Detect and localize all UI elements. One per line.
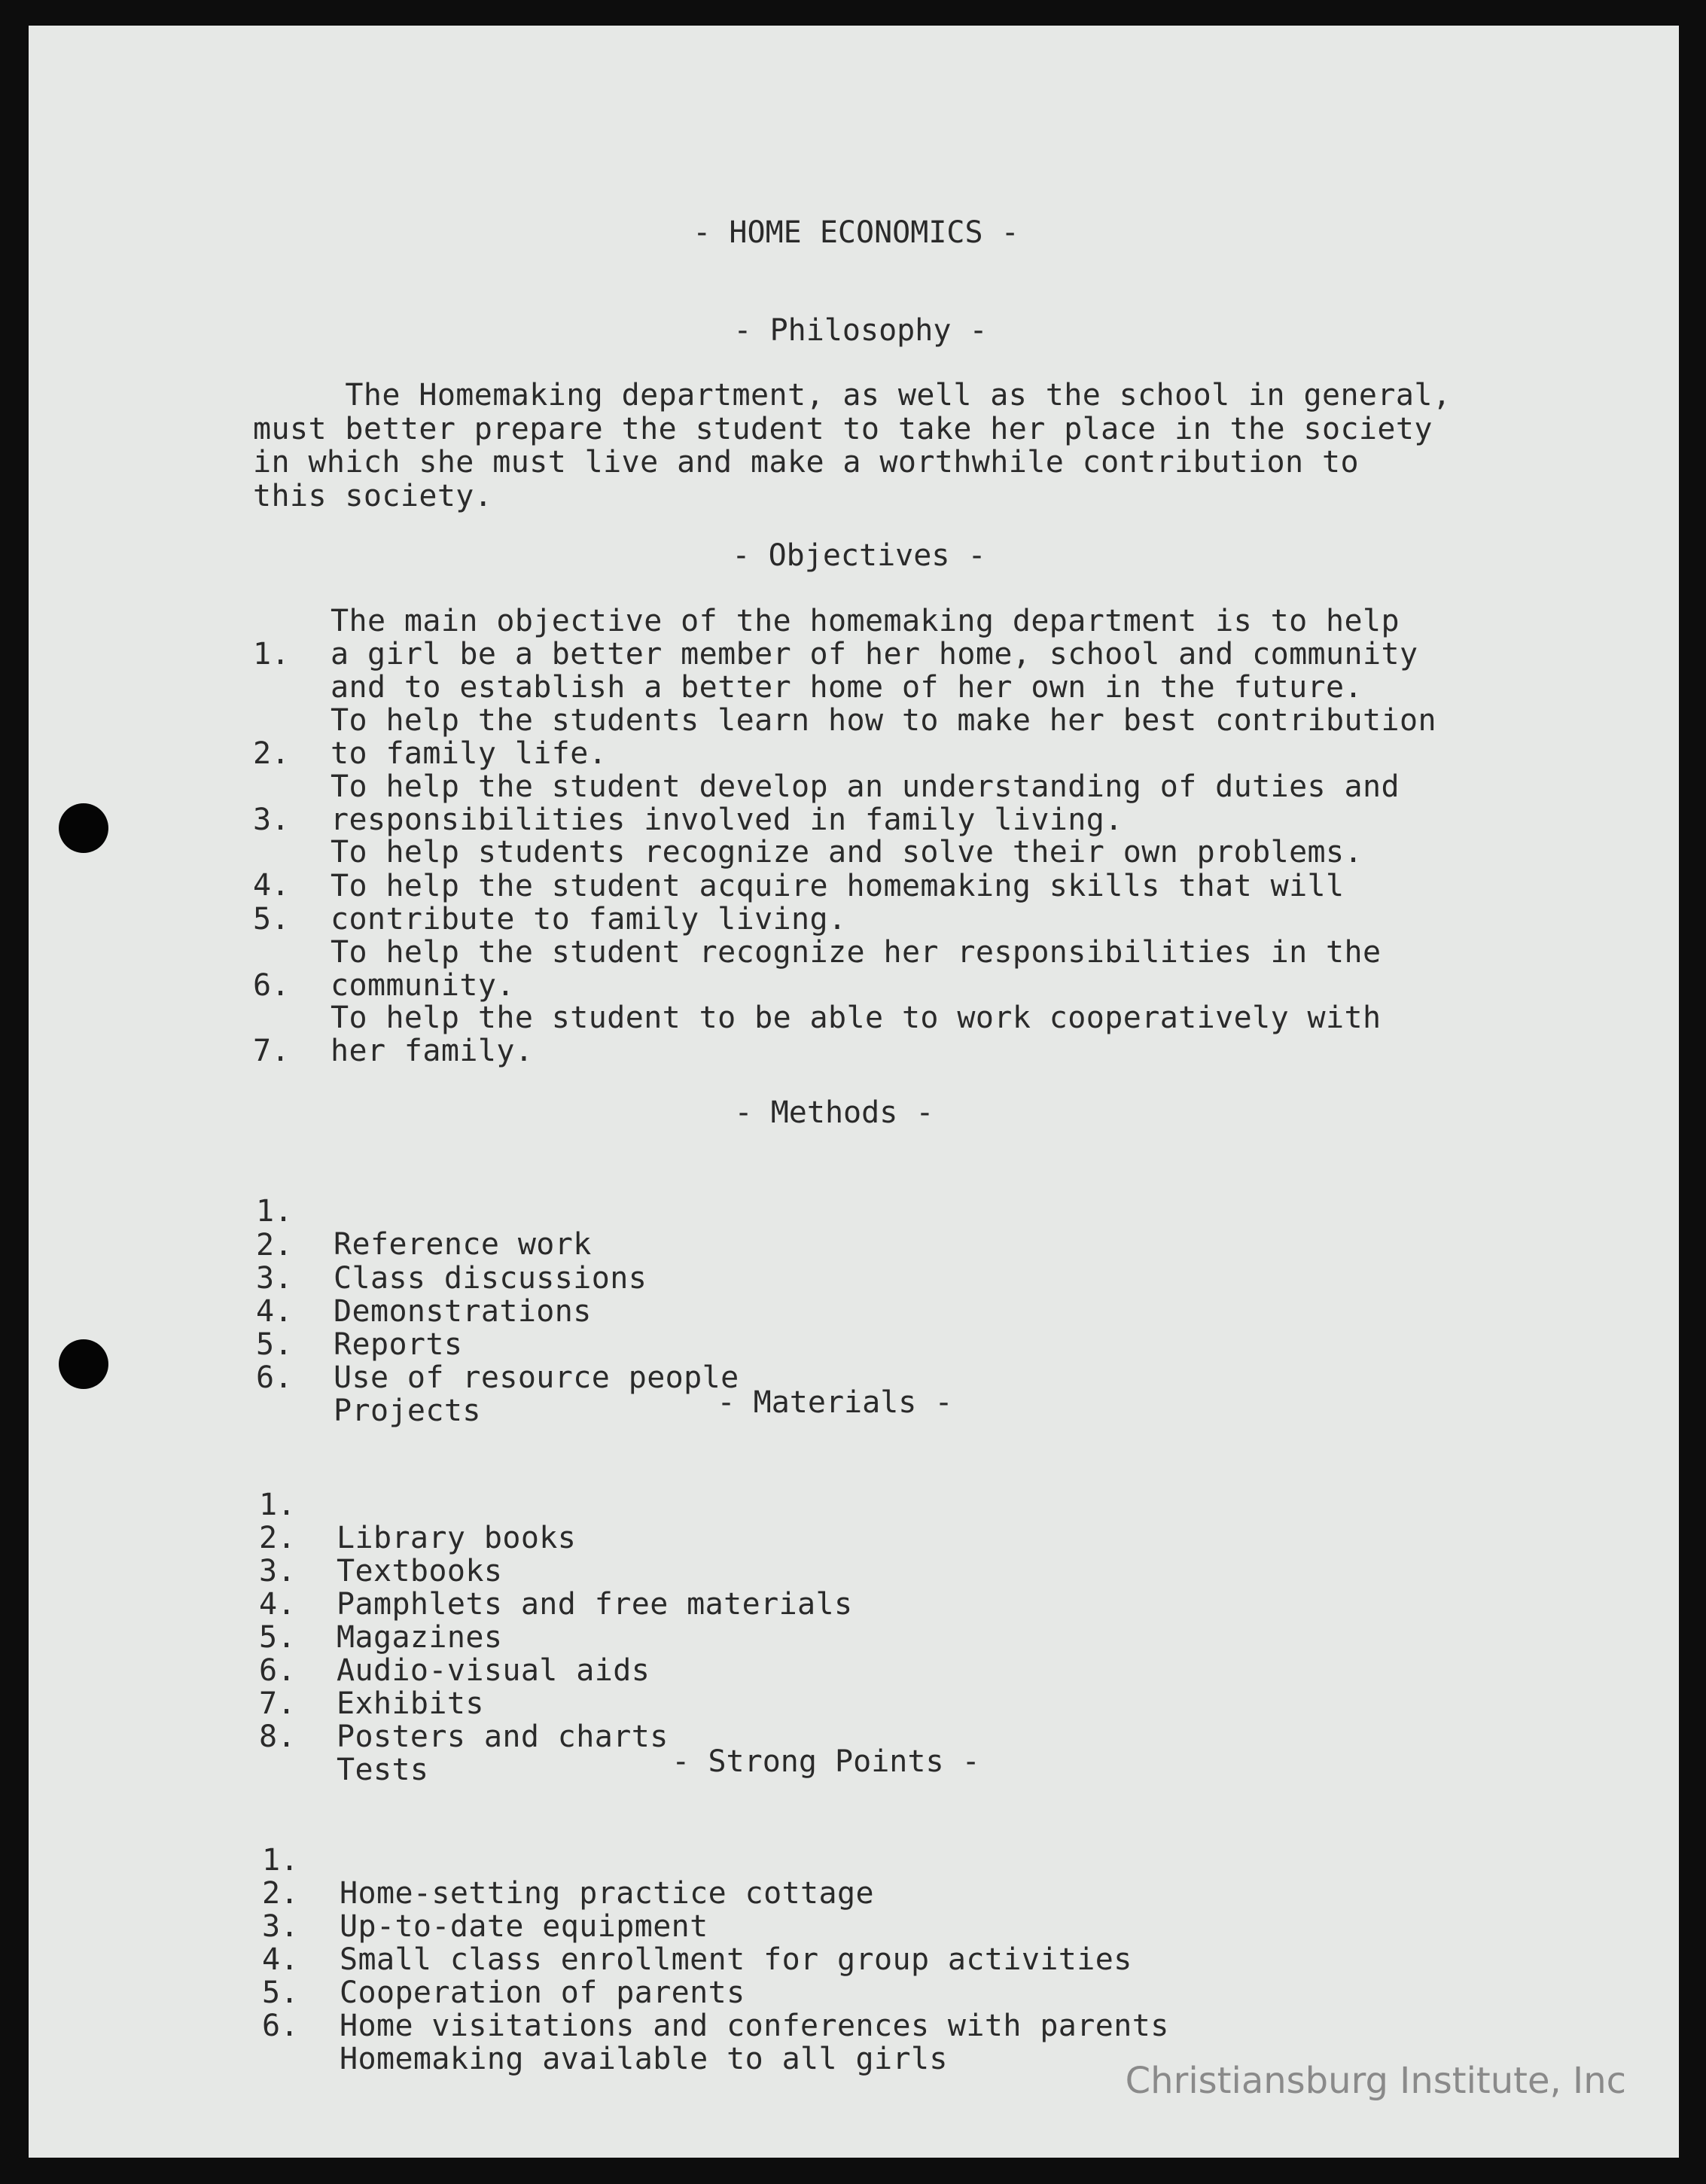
item-text: Small class enrollment for group activities [340,1942,1132,1977]
item-line: To help the student develop an understanding of duties and [331,769,1400,804]
item-number: 2. [256,1228,293,1263]
item-text: Class discussions [334,1261,647,1296]
item-text: Pamphlets and free materials [337,1587,853,1622]
item-text: Posters and charts [337,1719,669,1754]
item-line: community. [331,968,515,1003]
item-text: Textbooks [337,1554,503,1589]
item-line: her family. [331,1034,534,1068]
philosophy-line: this society. [253,479,493,513]
item-text: Demonstrations [334,1294,592,1329]
item-line: and to establish a better home of her own in the future. [331,670,1363,705]
item-text: Home-setting practice cottage [340,1876,874,1911]
item-text: Exhibits [337,1686,484,1721]
item-line: To help the student to be able to work cooperatively with [331,1001,1382,1035]
objectives-heading: - Objectives - [732,538,986,573]
item-line: The main objective of the homemaking department is to help [331,604,1400,638]
item-number: 5. [253,902,290,937]
item-number: 7. [259,1686,296,1721]
item-text: Up-to-date equipment [340,1909,708,1944]
item-number: 8. [259,1719,296,1754]
item-text: Use of resource people [334,1360,739,1395]
item-number: 4. [253,868,290,903]
philosophy-line: The Homemaking department, as well as the school in general, [253,378,1452,413]
item-line: responsibilities involved in family living. [331,803,1123,837]
item-text: Library books [337,1521,577,1555]
item-number: 3. [262,1909,299,1944]
item-number: 5. [259,1620,296,1655]
item-number: 5. [256,1327,293,1362]
philosophy-line: in which she must live and make a worthwhile contribution to [253,445,1359,480]
item-number: 6. [253,968,290,1003]
item-text: Audio-visual aids [337,1653,650,1688]
strong-points-heading: - Strong Points - [672,1744,980,1779]
materials-heading: - Materials - [717,1385,953,1420]
item-number: 6. [256,1360,293,1395]
item-number: 1. [256,1194,293,1229]
item-number: 3. [253,803,290,837]
item-text: Cooperation of parents [340,1975,745,2010]
item-number: 3. [256,1261,293,1296]
item-text: Homemaking available to all girls [340,2042,948,2076]
item-number: 1. [262,1843,299,1878]
item-line: To help the student acquire homemaking skills that will [331,869,1345,903]
item-line: contribute to family living. [331,902,847,937]
item-number: 1. [259,1488,296,1522]
item-text: Magazines [337,1620,503,1655]
item-number: 1. [253,637,290,672]
item-number: 7. [253,1034,290,1068]
item-line: To help students recognize and solve their own problems. [331,835,1363,870]
page-title: - HOME ECONOMICS - [693,215,1019,250]
list-item [253,1001,1608,1167]
punch-hole [59,803,108,853]
item-number: 3. [259,1554,296,1589]
punch-hole [59,1339,108,1389]
watermark: Christiansburg Institute, Inc [1125,2060,1626,2102]
item-text: Tests [337,1753,429,1787]
philosophy-heading: - Philosophy - [733,313,988,348]
item-number: 5. [262,1975,299,2010]
item-number: 4. [256,1294,293,1329]
item-number: 2. [262,1876,299,1911]
item-number: 4. [262,1942,299,1977]
item-line: a girl be a better member of her home, school and community [331,637,1418,672]
item-line: To help the student recognize her responsibilities in the [331,935,1382,970]
item-line: To help the students learn how to make her best contribution [331,703,1436,738]
item-number: 2. [253,736,290,771]
item-text: Reports [334,1327,463,1362]
methods-heading: - Methods - [734,1095,934,1130]
item-number: 2. [259,1521,296,1555]
philosophy-line: must better prepare the student to take her place in the society [253,412,1433,446]
item-line: to family life. [331,736,608,771]
item-number: 6. [262,2009,299,2043]
item-text: Projects [334,1394,481,1428]
item-text: Reference work [334,1227,592,1262]
item-number: 6. [259,1653,296,1688]
item-text: Home visitations and conferences with parents [340,2009,1169,2043]
item-number: 4. [259,1587,296,1622]
